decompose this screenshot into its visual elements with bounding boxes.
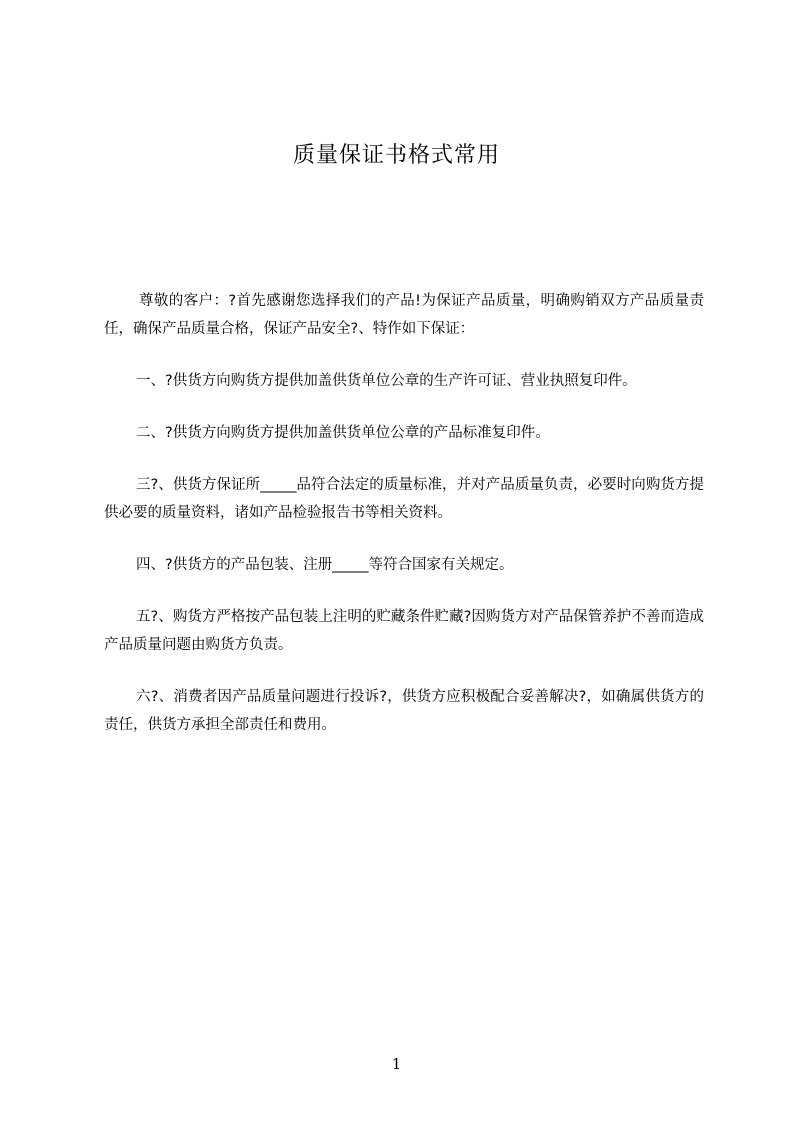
clause-4-paragraph: 四、?供货方的产品包装、注册_____等符合国家有关规定。 bbox=[136, 557, 514, 573]
clause-2-paragraph: 二、?供货方向购货方提供加盖供货单位公章的产品标准复印件。 bbox=[136, 425, 550, 441]
clause-3-paragraph: 三?、供货方保证所_____品符合法定的质量标准，并对产品质量负责，必要时向购货方提供必要的质量资料，诸如产品检验报告书等相关资料。 bbox=[104, 477, 704, 521]
intro-paragraph: 尊敬的客户：?首先感谢您选择我们的产品!为保证产品质量，明确购销双方产品质量责任，确保产品质量合格，保证产品安全?、特作如下保证： bbox=[104, 293, 704, 337]
clause-6-paragraph: 六?、消费者因产品质量问题进行投诉?，供货方应积极配合妥善解决?，如确属供货方的责任，供货方承担全部责任和费用。 bbox=[104, 689, 704, 733]
page-number: 1 bbox=[391, 1055, 402, 1073]
clause-5-paragraph: 五?、购货方严格按产品包装上注明的贮藏条件贮藏?因购货方对产品保管养护不善而造成产品质量问题由购货方负责。 bbox=[104, 609, 704, 653]
clause-1-paragraph: 一、?供货方向购货方提供加盖供货单位公章的生产许可证、营业执照复印件。 bbox=[136, 373, 637, 389]
document-title: 质量保证书格式常用 bbox=[292, 143, 500, 168]
document-body bbox=[104, 287, 704, 739]
